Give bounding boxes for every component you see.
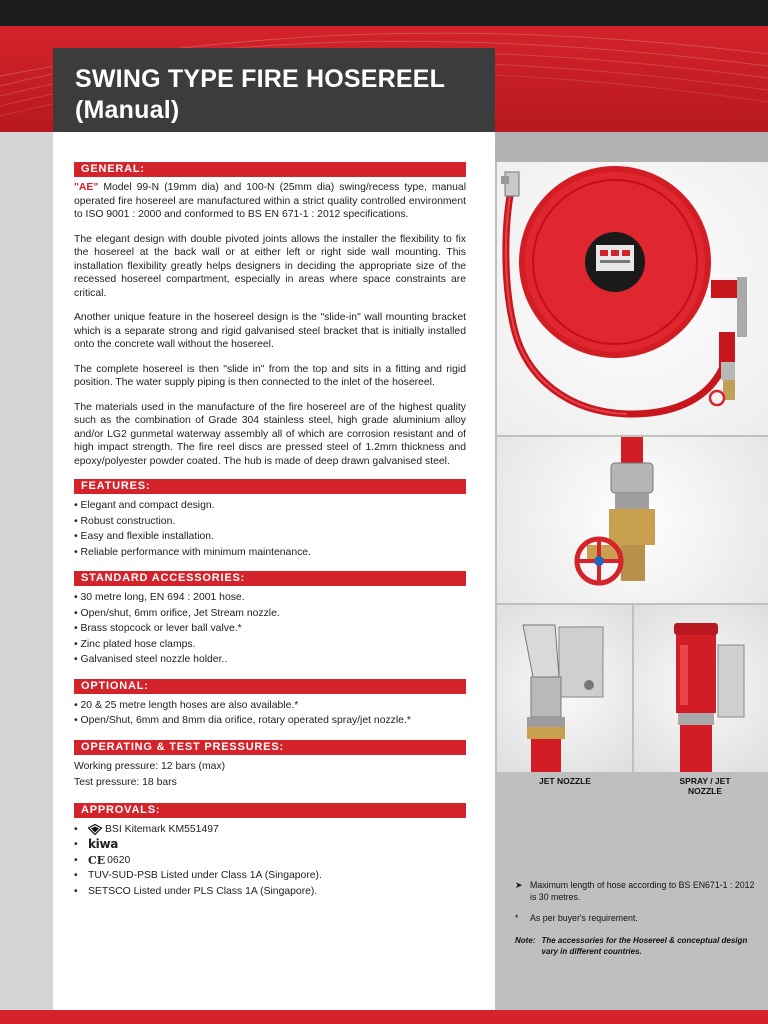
list-item: • 20 & 25 metre length hoses are also available.* [74, 698, 466, 714]
accessories-note: Note: The accessories for the Hosereel & conceptual design vary in different countries. [515, 935, 748, 956]
general-paragraph-4: The complete hosereel is then "slide in" from the top and sits in a fitting and rigid position. The water supply piping is then connected to the inlet of the hosereel. [74, 363, 466, 388]
list-item: • Easy and flexible installation. [74, 529, 466, 545]
jet-nozzle-photo [497, 605, 632, 772]
accessories-list [74, 590, 466, 668]
hosereel-image [497, 162, 768, 435]
title-line-2: (Manual) [75, 96, 180, 124]
buyer-requirement-note: * As per buyer's requirement. [515, 913, 638, 923]
optional-list [74, 698, 466, 729]
page-title [75, 64, 445, 126]
approval-setsco: • SETSCO Listed under PLS Class 1A (Singapore). [74, 884, 466, 900]
spray-nozzle-image [634, 605, 768, 772]
pressures-heading: OPERATING & TEST PRESSURES: [74, 740, 466, 755]
general-paragraph-3: Another unique feature in the hosereel design is the "slide-in" wall mounting bracket which is a separate strong and rigid galvanised steel bracket that is initially installed onto the concrete wall without the hosereel. [74, 312, 466, 350]
approvals-heading: APPROVALS: [74, 803, 466, 818]
approval-tuv: • TUV-SUD-PSB Listed under Class 1A (Singapore). [74, 868, 466, 884]
jet-nozzle-image [497, 605, 632, 772]
ce-mark-icon: • CE [88, 853, 106, 867]
working-pressure: Working pressure: 12 bars (max) [74, 760, 226, 772]
stopcock-valve-photo [497, 437, 768, 603]
arrow-icon: ➤ [515, 880, 523, 890]
spray-nozzle-caption: SPRAY / JET NOZZLE [679, 776, 731, 796]
top-bar [0, 0, 768, 26]
left-gray-margin [0, 132, 53, 1010]
valve-image [497, 437, 768, 603]
test-pressure: Test pressure: 18 bars [74, 776, 177, 788]
asterisk-icon: * [515, 913, 519, 923]
approval-kiwa [74, 837, 466, 853]
list-item: • 30 metre long, EN 694 : 2001 hose. [74, 590, 466, 606]
ae-brand: "AE" [74, 182, 99, 193]
hose-length-note: ➤ Maximum length of hose according to BS EN671-1 : 2012 is 30 metres. [515, 880, 755, 902]
list-item: • Zinc plated hose clamps. [74, 637, 466, 653]
list-item: • Elegant and compact design. [74, 498, 466, 514]
general-heading: GENERAL: [74, 162, 466, 177]
list-item: • Reliable performance with minimum maintenance. [74, 545, 466, 561]
features-heading: FEATURES: [74, 479, 466, 494]
title-line-1: SWING TYPE FIRE HOSEREEL [75, 65, 446, 93]
general-paragraph-2: The elegant design with double pivoted joints allows the installer the flexibility to fix the hosereel at the back wall or at either left or right side wall mounting. This installation flexibility greatly helps designers in deciding the appropriate size of the recessed hosereel compartment, especially in areas where space constraints are critical. [74, 233, 466, 299]
kitemark-icon [88, 824, 102, 835]
spray-jet-nozzle-photo [634, 605, 768, 772]
main-content [74, 162, 466, 899]
bottom-bar [0, 1010, 768, 1024]
features-list [74, 498, 466, 560]
list-item: • Brass stopcock or lever ball valve.* [74, 621, 466, 637]
title-box [53, 48, 495, 132]
side-notes [515, 880, 755, 957]
general-paragraph-1: "AE" Model 99-N (19mm dia) and 100-N (25mm dia) swing/recess type, manual operated fire hosereel are manufactured within a strict quality controlled environment to ISO 9001 : 2000 and conformed to BS EN 671-1 : 2012 specifications. [74, 182, 466, 220]
right-gray-band [495, 132, 768, 162]
jet-nozzle-caption: JET NOZZLE [539, 776, 591, 786]
accessories-heading: STANDARD ACCESSORIES: [74, 571, 466, 586]
list-item: • Open/shut, 6mm orifice, Jet Stream nozzle. [74, 606, 466, 622]
list-item: • Open/Shut, 6mm and 8mm dia orifice, rotary operated spray/jet nozzle.* [74, 713, 466, 729]
note-label: Note: [515, 935, 536, 945]
optional-heading: OPTIONAL: [74, 679, 466, 694]
general-paragraph-5: The materials used in the manufacture of the fire hosereel are of the highest quality such as the combination of Grade 304 stainless steel, high grade aluminium alloy and/or LG2 gunmetal waterway assembly all of which are corrosion resistant and of high impact strength. The fire reel discs are pressed steel of 1.2mm thickness and epoxy/polyester powder coated. The hub is made of deep drawn galvanised steel. [74, 401, 466, 467]
approval-ce: • CE 0620 [74, 853, 466, 869]
approvals-list [74, 822, 466, 900]
kiwa-logo: • kiwa [88, 837, 119, 851]
approval-bsi: • BSI Kitemark KM551497 [74, 822, 466, 838]
list-item: • Galvanised steel nozzle holder.. [74, 652, 466, 668]
list-item: • Robust construction. [74, 514, 466, 530]
hosereel-photo [497, 162, 768, 435]
